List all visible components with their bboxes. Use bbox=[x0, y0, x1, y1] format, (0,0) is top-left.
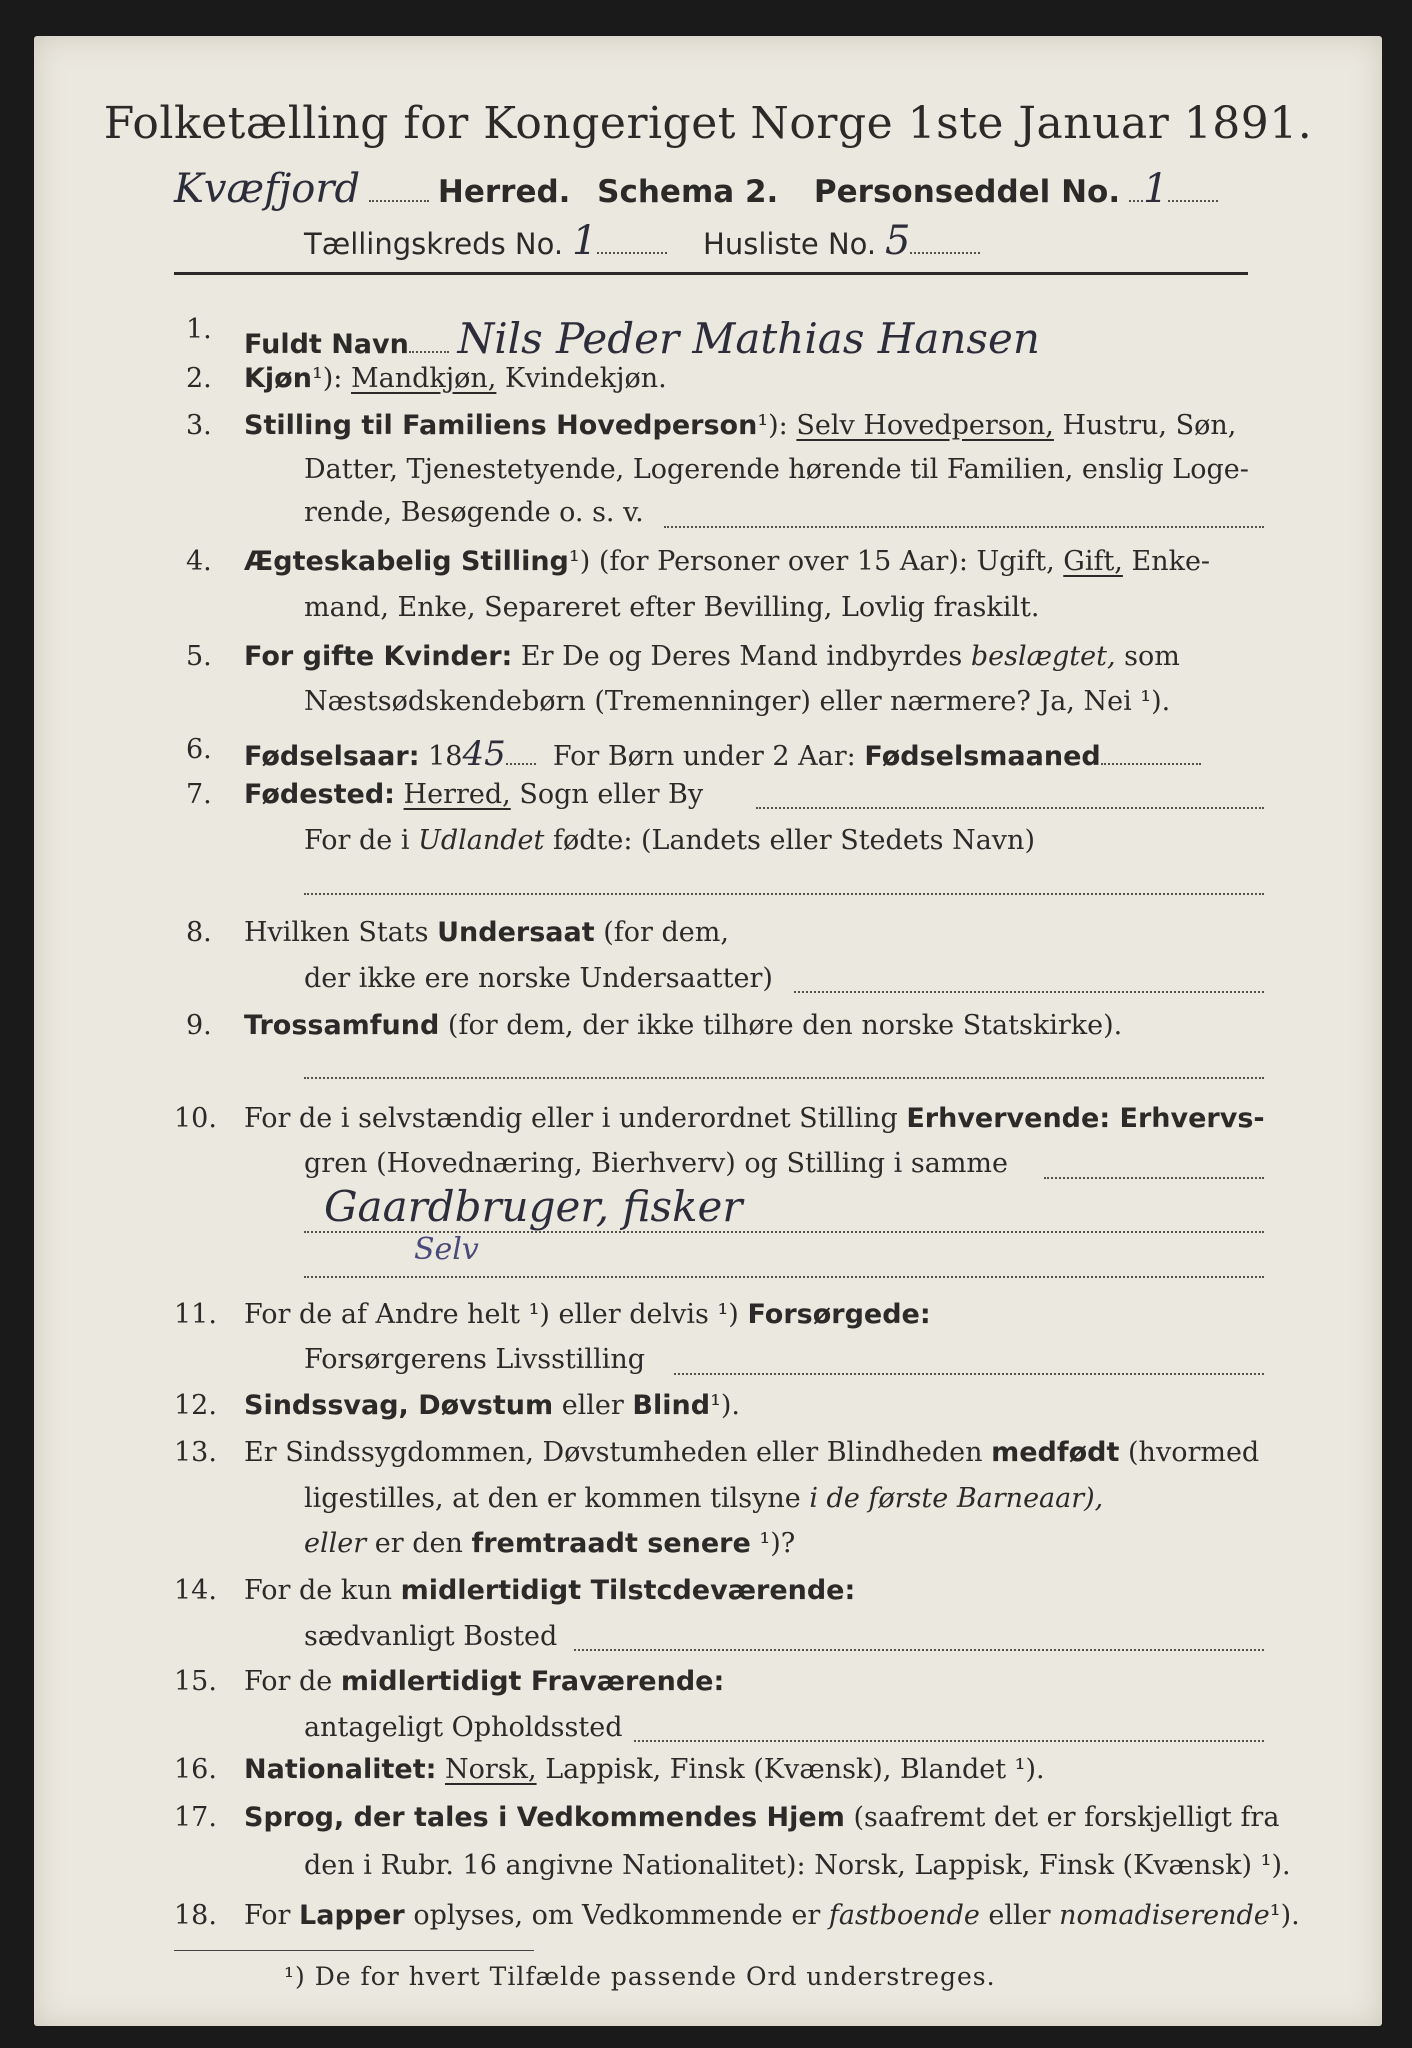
item-number: 9. bbox=[186, 1010, 212, 1041]
item-10 bbox=[244, 1103, 1265, 1134]
marital-status-text: (for Personer over 15 Aar): Ugift, bbox=[598, 546, 1055, 578]
occupation-label: Erhvervende: Erhvervs- bbox=[906, 1102, 1265, 1134]
marital-status-label: Ægteskabelig Stilling bbox=[244, 546, 569, 578]
item-5-text2: som bbox=[1124, 640, 1180, 672]
item-number: 13. bbox=[174, 1437, 217, 1468]
herred-line bbox=[174, 165, 1218, 213]
blind-label: Blind bbox=[632, 1389, 711, 1421]
item-5-text: Er De og Deres Mand indbyrdes bbox=[520, 640, 963, 672]
item-number: 17. bbox=[174, 1801, 217, 1833]
item-7-line2b: fødte: (Landets eller Stedets Navn) bbox=[552, 824, 1035, 856]
item-15 bbox=[244, 1666, 724, 1697]
item-10-line2: gren (Hovednæring, Bierhverv) og Stilling i samme bbox=[304, 1148, 1009, 1180]
item-18 bbox=[244, 1900, 1300, 1931]
birthplace-selected: Herred, bbox=[403, 779, 511, 810]
item-15-line2: antageligt Opholdssted bbox=[304, 1711, 623, 1743]
nationality-label: Nationalitet: bbox=[244, 1753, 437, 1785]
item-13-text: Er Sindssygdommen, Døvstumheden eller Blindheden bbox=[244, 1437, 983, 1468]
item-11-text: For de af Andre helt ¹) eller delvis ¹) bbox=[244, 1298, 739, 1330]
footnote-rule bbox=[174, 1950, 534, 1951]
census-form-page bbox=[34, 36, 1382, 2026]
item-12-text: eller bbox=[561, 1389, 624, 1421]
item-7-line2-italic: Udlandet bbox=[418, 824, 545, 856]
item-12 bbox=[244, 1390, 740, 1421]
dotted-line bbox=[756, 805, 1264, 809]
language-label: Sprog, der tales i Vedkommendes Hjem bbox=[244, 1801, 845, 1833]
item-number: 12. bbox=[174, 1389, 217, 1421]
item-18-part: For bbox=[244, 1899, 291, 1931]
item-3 bbox=[244, 410, 1236, 441]
item-5 bbox=[244, 641, 1180, 672]
disability-label: Sindssvag, Døvstum bbox=[244, 1389, 554, 1421]
marital-status-selected: Gift, bbox=[1063, 546, 1123, 578]
husliste-label: Husliste No. bbox=[703, 227, 877, 262]
personseddel-label: Personseddel No. bbox=[813, 173, 1121, 210]
kreds-label: Tællingskreds No. bbox=[304, 227, 564, 262]
dotted-line bbox=[304, 1075, 1264, 1079]
item-11-line2: Forsørgerens Livsstilling bbox=[304, 1344, 646, 1376]
item-14-text: For de kun bbox=[244, 1575, 392, 1607]
footnote-ref: ¹). bbox=[710, 1389, 741, 1421]
religion-label: Trossamfund bbox=[244, 1010, 440, 1041]
item-number: 8. bbox=[186, 917, 212, 949]
item-1 bbox=[244, 314, 1040, 363]
item-13-line2-italic: i de første Barneaar), bbox=[809, 1482, 1104, 1514]
item-5-line2: Næstsødskendebørn (Tremenninger) eller nærmere? Ja, Nei ¹). bbox=[304, 686, 1171, 718]
birth-year-value: 45 bbox=[462, 733, 506, 774]
item-14-line2: sædvanligt Bosted bbox=[304, 1620, 558, 1652]
gender-option-female: Kvindekjøn. bbox=[505, 362, 667, 394]
subject-label: Undersaat bbox=[437, 917, 595, 949]
temporary-absent-label: midlertidigt Fraværende: bbox=[340, 1666, 725, 1698]
item-9-text: (for dem, der ikke tilhøre den norske Statskirke). bbox=[447, 1010, 1123, 1041]
family-position-options: Hustru, Søn, bbox=[1062, 409, 1237, 441]
item-number: 15. bbox=[174, 1666, 217, 1698]
item-10-text: For de i selvstændig eller i underordnet Stilling bbox=[244, 1102, 898, 1134]
item-7-line2 bbox=[304, 825, 1035, 856]
item-3-line2: Datter, Tjenestetyende, Logerende hørende til Familien, enslig Loge- bbox=[304, 453, 1249, 485]
footnote-ref: ¹): bbox=[757, 409, 788, 441]
item-18-part: nomadiserende bbox=[1059, 1899, 1270, 1931]
item-number: 11. bbox=[174, 1298, 217, 1330]
item-2 bbox=[244, 363, 667, 394]
item-15-text: For de bbox=[244, 1666, 333, 1698]
footnote-ref: ¹): bbox=[311, 362, 343, 394]
husliste-value: 5 bbox=[885, 218, 911, 265]
footnote-ref: ¹)? bbox=[759, 1528, 796, 1559]
family-position-label: Stilling til Familiens Hovedperson bbox=[244, 409, 758, 441]
personseddel-value: 1 bbox=[1143, 165, 1169, 212]
gender-label: Kjøn bbox=[244, 362, 312, 394]
birth-year-prefix: 18 bbox=[428, 740, 463, 772]
item-13-line2 bbox=[304, 1483, 1103, 1514]
full-name-label: Fuldt Navn bbox=[244, 328, 409, 360]
item-6-text: For Børn under 2 Aar: bbox=[552, 740, 856, 772]
item-18-part: oplyses, om Vedkommende er bbox=[413, 1899, 821, 1931]
schema-label: Schema 2. bbox=[597, 173, 779, 210]
congenital-label: medfødt bbox=[991, 1437, 1120, 1468]
item-number: 16. bbox=[174, 1753, 217, 1785]
item-number: 18. bbox=[174, 1899, 217, 1931]
item-18-part: Lapper bbox=[299, 1899, 405, 1931]
item-number: 10. bbox=[174, 1102, 217, 1134]
dotted-line bbox=[1044, 1175, 1264, 1179]
herred-label: Herred. bbox=[437, 173, 571, 210]
item-3-line3-text: rende, Besøgende o. s. v. bbox=[304, 497, 644, 529]
footnote-ref: ¹) bbox=[568, 546, 591, 578]
item-7-line2a: For de i bbox=[304, 824, 410, 856]
birth-year-label: Fødselsaar: bbox=[244, 740, 420, 772]
herred-value: Kvæfjord bbox=[174, 165, 361, 212]
item-number: 4. bbox=[186, 546, 212, 578]
dotted-line bbox=[634, 1738, 1264, 1742]
item-7-text: Sogn eller By bbox=[519, 779, 704, 810]
item-17-text: (saafremt det er forskjelligt fra bbox=[853, 1801, 1280, 1833]
item-13 bbox=[244, 1437, 1259, 1468]
item-number: 7. bbox=[186, 779, 212, 810]
item-8-text2: (for dem, bbox=[603, 917, 729, 949]
kreds-value: 1 bbox=[571, 218, 598, 265]
item-16-text: Lappisk, Finsk (Kvænsk), Blandet ¹). bbox=[545, 1753, 1045, 1785]
item-11 bbox=[244, 1299, 931, 1330]
married-women-label: For gifte Kvinder: bbox=[244, 640, 513, 672]
item-7 bbox=[244, 779, 703, 810]
item-13-line3 bbox=[304, 1528, 795, 1559]
item-number: 2. bbox=[186, 362, 212, 394]
item-number: 6. bbox=[186, 733, 212, 765]
supported-label: Forsørgede: bbox=[747, 1298, 931, 1330]
occupation-note: Selv bbox=[414, 1232, 479, 1268]
item-18-part: fastboende bbox=[828, 1899, 980, 1931]
dotted-line bbox=[794, 989, 1264, 993]
item-number: 5. bbox=[186, 640, 212, 672]
item-17-line2: den i Rubr. 16 angivne Nationalitet): Norsk, Lappisk, Finsk (Kvænsk) ¹). bbox=[304, 1849, 1291, 1881]
item-13-text2: (hvormed bbox=[1128, 1437, 1260, 1468]
occupation-value: Gaardbruger, fisker bbox=[324, 1181, 743, 1231]
birthplace-label: Fødested: bbox=[244, 779, 395, 810]
kreds-line bbox=[304, 217, 980, 265]
gender-option-male: Mandkjøn, bbox=[351, 362, 497, 394]
temporary-present-label: midlertidigt Tilstcdeværende: bbox=[400, 1575, 856, 1607]
item-18-part: ¹). bbox=[1269, 1899, 1300, 1931]
dotted-line bbox=[674, 1371, 1264, 1375]
birth-month-label: Fødselsmaaned bbox=[864, 740, 1101, 772]
footnote: ¹) De for hvert Tilfælde passende Ord understreges. bbox=[284, 1961, 996, 1991]
item-13-line2a: ligestilles, at den er kommen tilsyne bbox=[304, 1482, 801, 1514]
item-13-line3a: er den bbox=[374, 1528, 463, 1559]
item-8-text: Hvilken Stats bbox=[244, 917, 429, 949]
item-17 bbox=[244, 1802, 1279, 1833]
item-8 bbox=[244, 917, 729, 948]
dotted-line bbox=[304, 891, 1264, 895]
nationality-selected: Norsk, bbox=[445, 1753, 537, 1785]
later-onset-label: fremtraadt senere bbox=[471, 1528, 751, 1559]
item-16 bbox=[244, 1754, 1045, 1785]
dotted-line bbox=[574, 1647, 1264, 1651]
full-name-value: Nils Peder Mathias Hansen bbox=[457, 313, 1040, 363]
family-position-selected: Selv Hovedperson, bbox=[796, 409, 1054, 441]
item-18-part: eller bbox=[988, 1899, 1051, 1931]
item-3-line3 bbox=[304, 497, 644, 528]
dotted-line bbox=[664, 524, 1264, 528]
item-6 bbox=[244, 734, 1201, 774]
item-number: 14. bbox=[174, 1575, 217, 1607]
item-9 bbox=[244, 1010, 1122, 1041]
item-5-italic: beslægtet, bbox=[970, 640, 1116, 672]
item-8-line2: der ikke ere norske Undersaatter) bbox=[304, 962, 773, 994]
item-14 bbox=[244, 1575, 855, 1606]
header-rule bbox=[174, 272, 1248, 275]
marital-status-text2: Enke- bbox=[1131, 546, 1211, 578]
item-13-line3-italic: eller bbox=[304, 1528, 367, 1559]
item-number: 1. bbox=[186, 313, 212, 345]
item-4 bbox=[244, 546, 1210, 577]
item-number: 3. bbox=[186, 409, 212, 441]
dotted-line bbox=[304, 1274, 1264, 1278]
item-4-line2: mand, Enke, Separeret efter Bevilling, Lovlig fraskilt. bbox=[304, 591, 1040, 623]
form-title: Folketælling for Kongeriget Norge 1ste Januar 1891. bbox=[103, 98, 1313, 149]
